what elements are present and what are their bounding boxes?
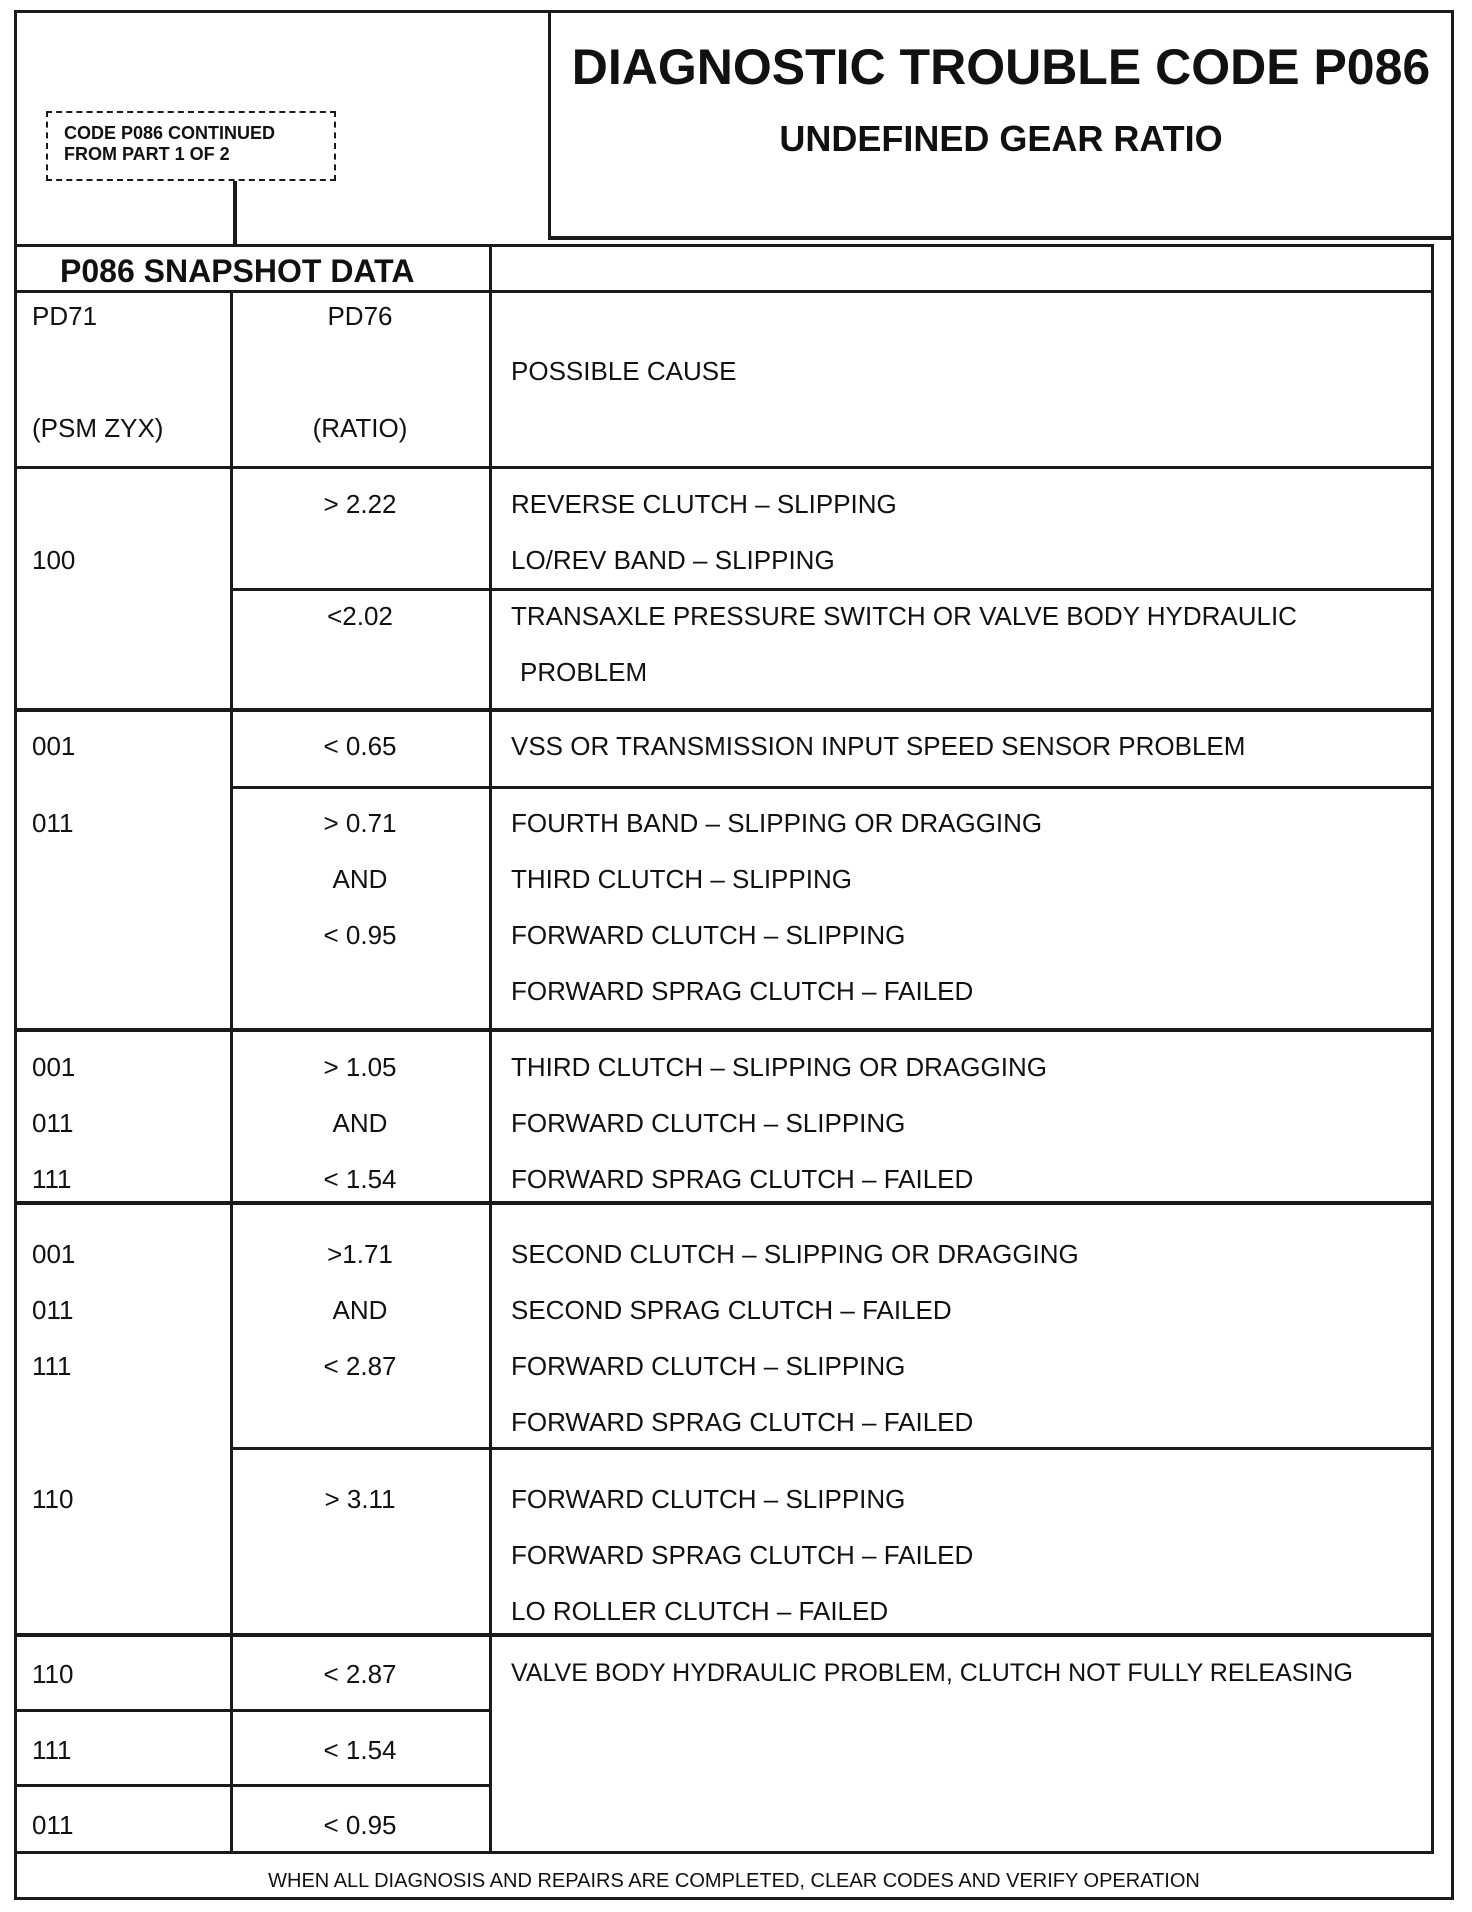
row-divider — [14, 708, 1434, 712]
cause-line: FORWARD SPRAG CLUTCH – FAILED — [511, 1540, 974, 1570]
cause-line: THIRD CLUTCH – SLIPPING OR DRAGGING — [511, 1052, 1047, 1082]
psm-value: 111 — [32, 1351, 72, 1381]
ratio-value: > 1.05 — [323, 1052, 397, 1082]
cause-line: REVERSE CLUTCH – SLIPPING — [511, 489, 897, 519]
row-divider — [14, 1633, 1434, 1637]
ratio-value: < 2.87 — [323, 1659, 397, 1689]
cause-line: FORWARD SPRAG CLUTCH – FAILED — [511, 1164, 974, 1194]
psm-value: 001 — [32, 1239, 76, 1269]
cause-line: FORWARD CLUTCH – SLIPPING — [511, 1351, 906, 1381]
psm-value: 011 — [32, 1810, 74, 1840]
cause-line: VSS OR TRANSMISSION INPUT SPEED SENSOR PROBLEM — [511, 731, 1246, 761]
page-subtitle: UNDEFINED GEAR RATIO — [779, 118, 1223, 159]
psm-value: 011 — [32, 1295, 74, 1325]
ratio-value: AND — [332, 864, 388, 894]
continued-line-1: CODE P086 CONTINUED — [64, 123, 276, 143]
psm-value: 001 — [32, 731, 76, 761]
cause-line: SECOND SPRAG CLUTCH – FAILED — [511, 1295, 952, 1325]
row-divider — [14, 1201, 1434, 1205]
ratio-value: AND — [332, 1295, 388, 1325]
row-divider — [230, 1447, 1434, 1450]
row-divider — [14, 1784, 489, 1787]
cause-line: FORWARD SPRAG CLUTCH – FAILED — [511, 1407, 974, 1437]
psm-zyx-header: (PSM ZYX) — [32, 413, 164, 443]
ratio-value: > 0.71 — [323, 808, 397, 838]
row-divider — [14, 1709, 489, 1712]
ratio-value: AND — [332, 1108, 388, 1138]
psm-value: 110 — [32, 1484, 74, 1514]
psm-value: 011 — [32, 808, 74, 838]
flow-connector — [233, 181, 237, 245]
continued-line-2: FROM PART 1 OF 2 — [64, 144, 230, 164]
cause-line: LO/REV BAND – SLIPPING — [511, 545, 835, 575]
ratio-value: < 2.87 — [323, 1351, 397, 1381]
psm-value: 100 — [32, 545, 76, 575]
row-divider — [230, 588, 1434, 591]
psm-value: 001 — [32, 1052, 76, 1082]
cause-line: VALVE BODY HYDRAULIC PROBLEM, CLUTCH NOT FULLY RELEASING — [511, 1659, 1353, 1687]
ratio-value: >1.71 — [327, 1239, 393, 1269]
ratio-value: < 0.95 — [323, 920, 397, 950]
cause-line: SECOND CLUTCH – SLIPPING OR DRAGGING — [511, 1239, 1079, 1269]
continued-from-box — [46, 111, 336, 181]
cause-line: FORWARD CLUTCH – SLIPPING — [511, 920, 906, 950]
ratio-header: (RATIO) — [312, 413, 408, 443]
page-title: DIAGNOSTIC TROUBLE CODE P086 — [571, 39, 1431, 95]
ratio-value: < 0.65 — [323, 731, 397, 761]
cause-line: FORWARD CLUTCH – SLIPPING — [511, 1484, 906, 1514]
ratio-value: <2.02 — [327, 601, 393, 631]
pd71-header: PD71 — [32, 301, 98, 331]
cause-line: TRANSAXLE PRESSURE SWITCH OR VALVE BODY HYDRAULIC — [511, 601, 1297, 631]
cause-line: LO ROLLER CLUTCH – FAILED — [511, 1596, 889, 1626]
ratio-value: < 1.54 — [323, 1735, 397, 1765]
ratio-value: > 2.22 — [323, 489, 397, 519]
psm-value: 111 — [32, 1735, 72, 1765]
column-divider-2 — [489, 244, 492, 1854]
snapshot-data-title: P086 SNAPSHOT DATA — [60, 253, 415, 289]
row-divider — [230, 786, 1434, 789]
ratio-value: > 3.11 — [324, 1484, 396, 1514]
cause-line: FOURTH BAND – SLIPPING OR DRAGGING — [511, 808, 1043, 838]
row-divider — [14, 466, 1434, 469]
row-divider — [14, 1028, 1434, 1032]
cause-line: THIRD CLUTCH – SLIPPING — [511, 864, 852, 894]
cause-line: PROBLEM — [520, 657, 648, 687]
psm-value: 111 — [32, 1164, 72, 1194]
psm-value: 110 — [32, 1659, 74, 1689]
pd76-header: PD76 — [327, 301, 393, 331]
cause-line: FORWARD CLUTCH – SLIPPING — [511, 1108, 906, 1138]
psm-value: 011 — [32, 1108, 74, 1138]
ratio-value: < 1.54 — [323, 1164, 397, 1194]
cause-line: FORWARD SPRAG CLUTCH – FAILED — [511, 976, 974, 1006]
ratio-value: < 0.95 — [323, 1810, 397, 1840]
row-divider — [14, 290, 1434, 293]
footer-note: WHEN ALL DIAGNOSIS AND REPAIRS ARE COMPLETED, CLEAR CODES AND VERIFY OPERATION — [268, 1870, 1200, 1892]
possible-cause-header: POSSIBLE CAUSE — [511, 356, 737, 386]
